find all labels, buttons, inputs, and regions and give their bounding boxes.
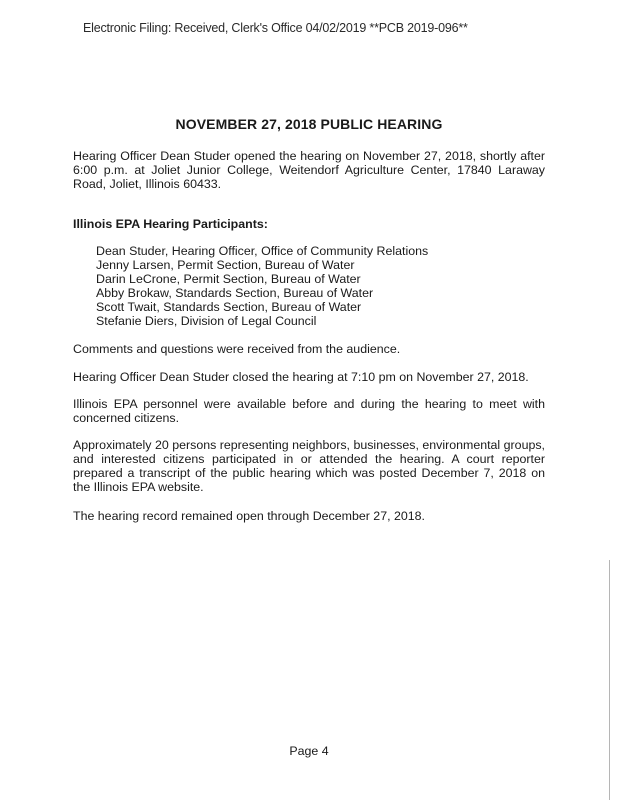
page-title: NOVEMBER 27, 2018 PUBLIC HEARING [175,116,443,132]
staff-paragraph: Illinois EPA personnel were available before and during the hearing to meet with concerned citizens. [73,397,545,425]
record-paragraph: The hearing record remained open through December 27, 2018. [73,509,425,523]
intro-paragraph: Hearing Officer Dean Studer opened the hearing on November 27, 2018, shortly after 6:00 p.m. at Joliet Junior College, Weitendorf Agriculture Center, 17840 Laraway Road, Joliet, Illinois 60433. [73,149,545,191]
scan-edge-line [609,560,610,800]
page-number: Page 4 [289,744,329,758]
participants-heading: Illinois EPA Hearing Participants: [73,217,268,231]
participant-item: Stefanie Diers, Division of Legal Council [96,313,317,328]
participant-item: Abby Brokaw, Standards Section, Bureau of Water [96,285,374,300]
participant-item: Dean Studer, Hearing Officer, Office of Community Relations [96,244,429,258]
participants-list [96,245,428,328]
filing-stamp: Electronic Filing: Received, Clerk's Office 04/02/2019 **PCB 2019-096** [83,21,468,35]
closing-paragraph: Hearing Officer Dean Studer closed the hearing at 7:10 pm on November 27, 2018. [73,370,529,384]
participant-item: Jenny Larsen, Permit Section, Bureau of Water [96,257,355,272]
participant-item: Darin LeCrone, Permit Section, Bureau of Water [96,271,361,286]
comments-paragraph: Comments and questions were received from the audience. [73,342,401,356]
participant-item: Scott Twait, Standards Section, Bureau of Water [96,299,362,314]
attendance-paragraph: Approximately 20 persons representing neighbors, businesses, environmental groups, and interested citizens participated in or attended the hearing. A court reporter prepared a transcript of the public hearing which was posted December 7, 2018 on the Illinois EPA website. [73,438,545,494]
